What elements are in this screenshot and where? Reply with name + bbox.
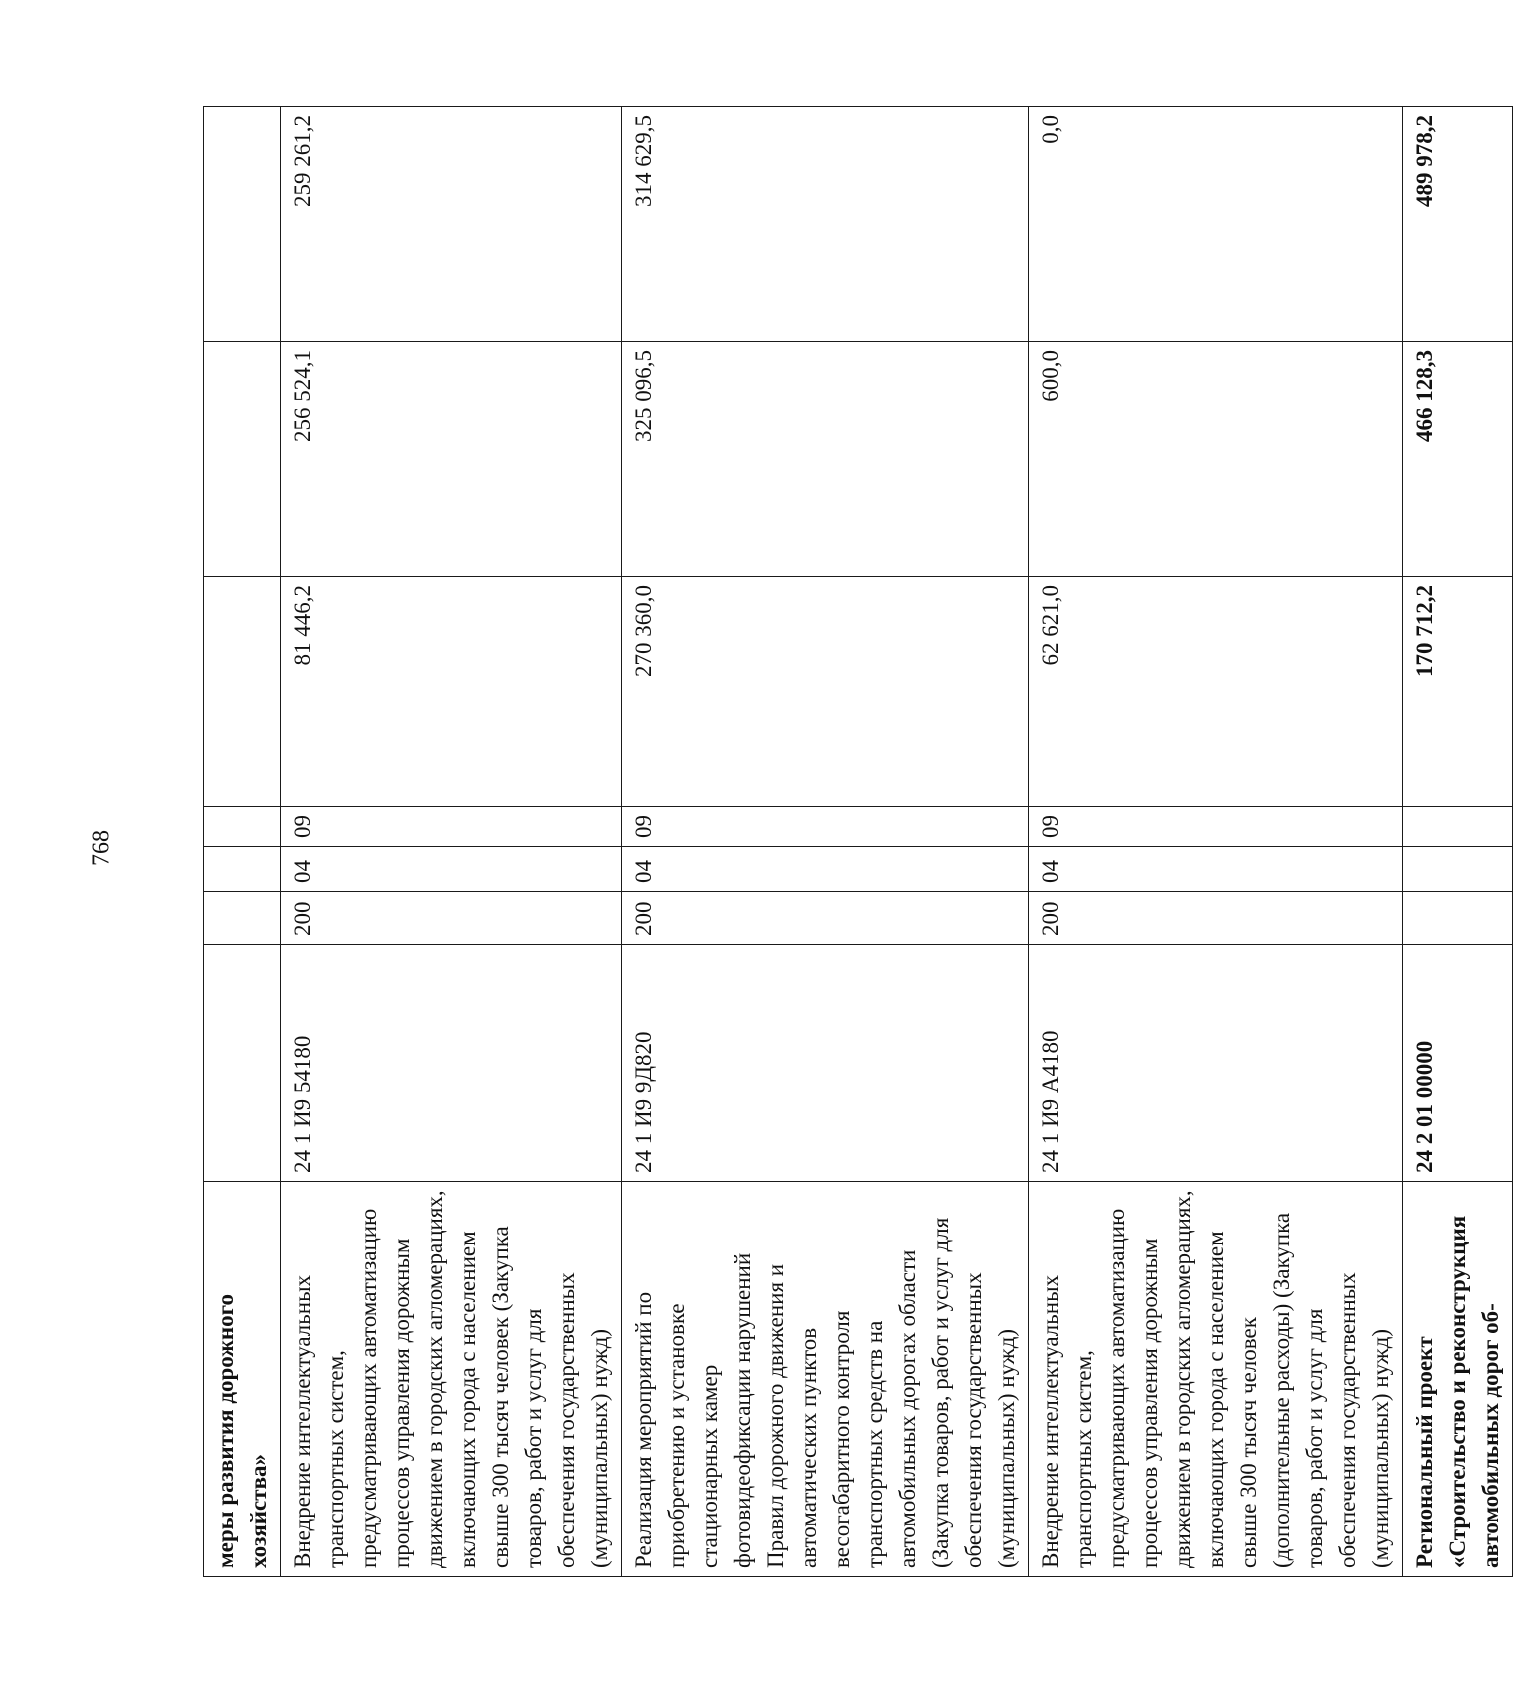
row-description: Региональный проект «Строительство и реконструкция автомобильных дорог об- xyxy=(1403,1182,1513,1577)
row-value-1: 270 360,0 xyxy=(622,577,1029,807)
row-value-2: 466 128,3 xyxy=(1403,342,1513,577)
row-value-1: 170 712,2 xyxy=(1403,577,1513,807)
row-value-3: 489 978,2 xyxy=(1403,107,1513,342)
empty-cell xyxy=(204,807,281,847)
row-value-3: 0,0 xyxy=(1029,107,1403,342)
row-value-2: 325 096,5 xyxy=(622,342,1029,577)
row-subsection: 09 xyxy=(622,807,1029,847)
row-code: 24 1 И9 54180 xyxy=(281,945,622,1182)
row-description: Внедрение интеллектуальных транспортных систем, предусматривающих автоматизацию процессов управления дорожным движением в городских агломерациях, включающих города с населением свыше 300 тысяч человек (Закупка товаров, работ и услуг для обеспечения государственных (муниципальных) нужд) xyxy=(281,1182,622,1577)
row-subsection: 09 xyxy=(1029,807,1403,847)
row-value-2: 256 524,1 xyxy=(281,342,622,577)
row-value-1: 62 621,0 xyxy=(1029,577,1403,807)
row-description: Реализация мероприятий по приобретению и установке стационарных камер фотовидеофиксации нарушений Правил дорожного движения и автоматических пунктов весогабаритного контроля транспортных средств на автомобильных дорогах области (Закупка товаров, работ и услуг для обеспечения государственных (муниципальных) нужд) xyxy=(622,1182,1029,1577)
row-expense-type: 200 xyxy=(281,892,622,945)
empty-cell xyxy=(204,892,281,945)
table-row-bold xyxy=(1403,107,1513,1577)
empty-cell xyxy=(204,107,281,342)
page-number: 768 xyxy=(88,830,115,866)
row-subsection xyxy=(1403,807,1513,847)
row-expense-type: 200 xyxy=(622,892,1029,945)
row-section: 04 xyxy=(622,847,1029,892)
empty-cell xyxy=(204,945,281,1182)
empty-cell xyxy=(204,342,281,577)
row-section xyxy=(1403,847,1513,892)
empty-cell xyxy=(204,847,281,892)
row-expense-type xyxy=(1403,892,1513,945)
row-code: 24 1 И9 А4180 xyxy=(1029,945,1403,1182)
row-code: 24 2 01 00000 xyxy=(1403,945,1513,1182)
row-value-1: 81 446,2 xyxy=(281,577,622,807)
row-subsection: 09 xyxy=(281,807,622,847)
empty-cell xyxy=(204,577,281,807)
row-code: 24 1 И9 9Д820 xyxy=(622,945,1029,1182)
row-value-3: 259 261,2 xyxy=(281,107,622,342)
table-row xyxy=(1029,107,1403,1577)
row-value-3: 314 629,5 xyxy=(622,107,1029,342)
row-section: 04 xyxy=(281,847,622,892)
header-cell: меры развития дорожного хозяйства» xyxy=(204,1182,281,1577)
row-expense-type: 200 xyxy=(1029,892,1403,945)
table-row xyxy=(622,107,1029,1577)
table-header-row xyxy=(204,107,281,1577)
table-row xyxy=(281,107,622,1577)
row-section: 04 xyxy=(1029,847,1403,892)
rotated-table-frame xyxy=(203,107,1503,1577)
budget-table xyxy=(203,106,1513,1577)
row-description: Внедрение интеллектуальных транспортных систем, предусматривающих автоматизацию процессов управления дорожным движением в городских агломерациях, включающих города с населением свыше 300 тысяч человек (дополнительные расходы) (Закупка товаров, работ и услуг для обеспечения государственных (муниципальных) нужд) xyxy=(1029,1182,1403,1577)
row-value-2: 600,0 xyxy=(1029,342,1403,577)
